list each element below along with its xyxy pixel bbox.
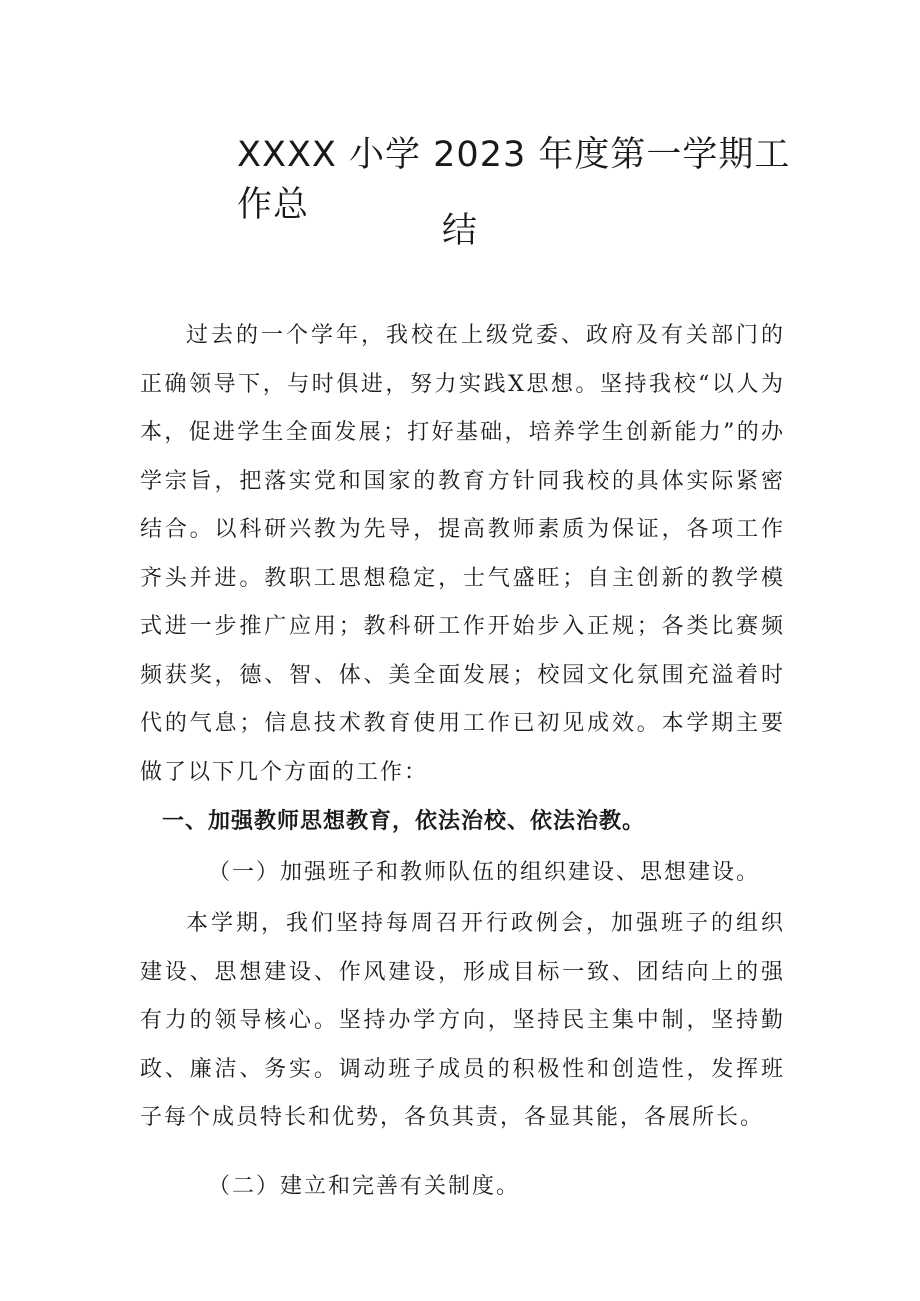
document-title-line-1: XXXX 小学 2023 年度第一学期工作总 <box>237 135 791 225</box>
document-body <box>140 312 785 1211</box>
document-title-line-2: 结 <box>441 211 478 251</box>
section-heading-1: 一、加强教师思想教育，依法治校、依法治教。 <box>162 809 646 834</box>
paragraph-intro: 过去的一个学年，我校在上级党委、政府及有关部门的正确领导下，与时俱进，努力实践X思想。坚持我校“以人为本，促进学生全面发展；打好基础，培养学生创新能力”的办学宗旨，把落实党和国家的教育方针同我校的具体实际紧密结合。以科研兴教为先导，提高教师素质为保证，各项工作齐头并进。教职工思想稳定，士气盛旺；自主创新的教学模式进一步推广应用；教科研工作开始步入正规；各类比赛频频获奖，德、智、体、美全面发展；校园文化氛围充溢着时代的气息；信息技术教育使用工作已初见成效。本学期主要做了以下几个方面的工作： <box>140 323 785 785</box>
paragraph-leadership: 本学期，我们坚持每周召开行政例会，加强班子的组织建设、思想建设、作风建设，形成目标一致、团结向上的强有力的领导核心。坚持办学方向，坚持民主集中制，坚持勤政、廉洁、务实。调动班子成员的积极性和创造性，发挥班子每个成员特长和优势，各负其责，各显其能，各展所长。 <box>140 911 785 1130</box>
subsection-heading-2: （二）建立和完善有关制度。 <box>208 1173 521 1199</box>
subsection-heading-1: （一）加强班子和教师队伍的组织建设、思想建设。 <box>208 859 761 885</box>
